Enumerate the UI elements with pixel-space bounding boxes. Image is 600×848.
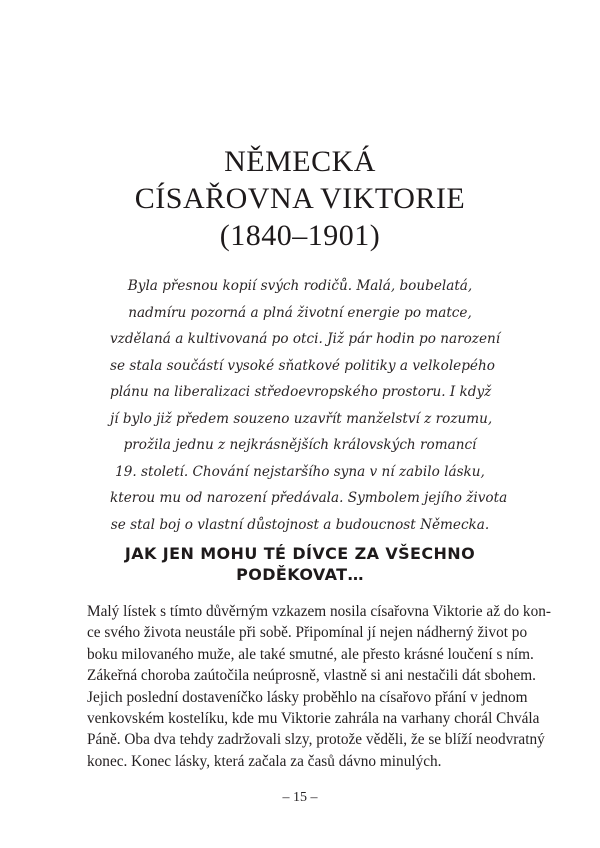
page-number: – 15 – xyxy=(282,790,318,805)
section-heading xyxy=(0,543,600,585)
body-line: venkovském kostelíku, kde mu Viktorie zahrála na varhany chorál Chvála xyxy=(87,710,540,728)
intro-line: vzdělaná a kultivovaná po otci. Již pár hodin po narození xyxy=(110,331,501,347)
intro-line: prožila jednu z nejkrásnějších královských romancí xyxy=(123,437,477,453)
intro-line: jí bylo již předem souzeno uzavřít manželství z rozumu, xyxy=(110,410,493,427)
body-line: boku milovaného muže, ale také smutné, ale přesto krásné loučení s ním. xyxy=(87,645,534,663)
body-line: Jejich poslední dostaveníčko lásky proběhlo na císařovo přání v jednom xyxy=(87,688,528,706)
chapter-title-years: (1840–1901) xyxy=(219,219,381,252)
body-line: ce svého života neustále při sobě. Připomínal jí nejen nádherný život po xyxy=(87,624,528,642)
intro-line: nadmíru pozorná a plná životní energie po matce, xyxy=(128,304,472,321)
chapter-title-line-1: NĚMECKÁ xyxy=(224,145,376,178)
intro-line: plánu na liberalizaci středoevropského prostoru. I když xyxy=(110,384,492,400)
body-paragraph xyxy=(87,601,551,772)
intro-line: se stal boj o vlastní důstojnost a budoucnost Německa. xyxy=(110,516,490,533)
chapter-title-line-2: CÍSAŘOVNA VIKTORIE xyxy=(134,182,466,215)
body-line: Zákeřná choroba zaútočila neúprosně, vlastně si ani nestačili dát sbohem. xyxy=(87,667,536,685)
intro-line: 19. století. Chování nejstaršího syna v ní zabilo lásku, xyxy=(115,463,485,480)
body-line: konec. Konec lásky, která začala za časů dávno minulých. xyxy=(87,752,442,770)
body-line: Malý lístek s tímto důvěrným vzkazem nosila císařovna Viktorie až do kon- xyxy=(87,603,551,620)
intro-paragraph xyxy=(110,273,508,538)
body-line: Páně. Oba dva tehdy zadržovali slzy, protože věděli, že se blíží neodvratný xyxy=(87,731,545,749)
section-heading-line-2: PODĚKOVAT… xyxy=(236,565,364,584)
intro-line: se stala součástí vysoké sňatkové politiky a velkolepého xyxy=(110,357,495,374)
intro-line: kterou mu od narození předávala. Symbolem jejího života xyxy=(110,490,508,506)
intro-line: Byla přesnou kopií svých rodičů. Malá, boubelatá, xyxy=(127,278,473,294)
section-heading-line-1: JAK JEN MOHU TÉ DÍVCE ZA VŠECHNO xyxy=(124,544,476,563)
chapter-title xyxy=(0,143,600,254)
